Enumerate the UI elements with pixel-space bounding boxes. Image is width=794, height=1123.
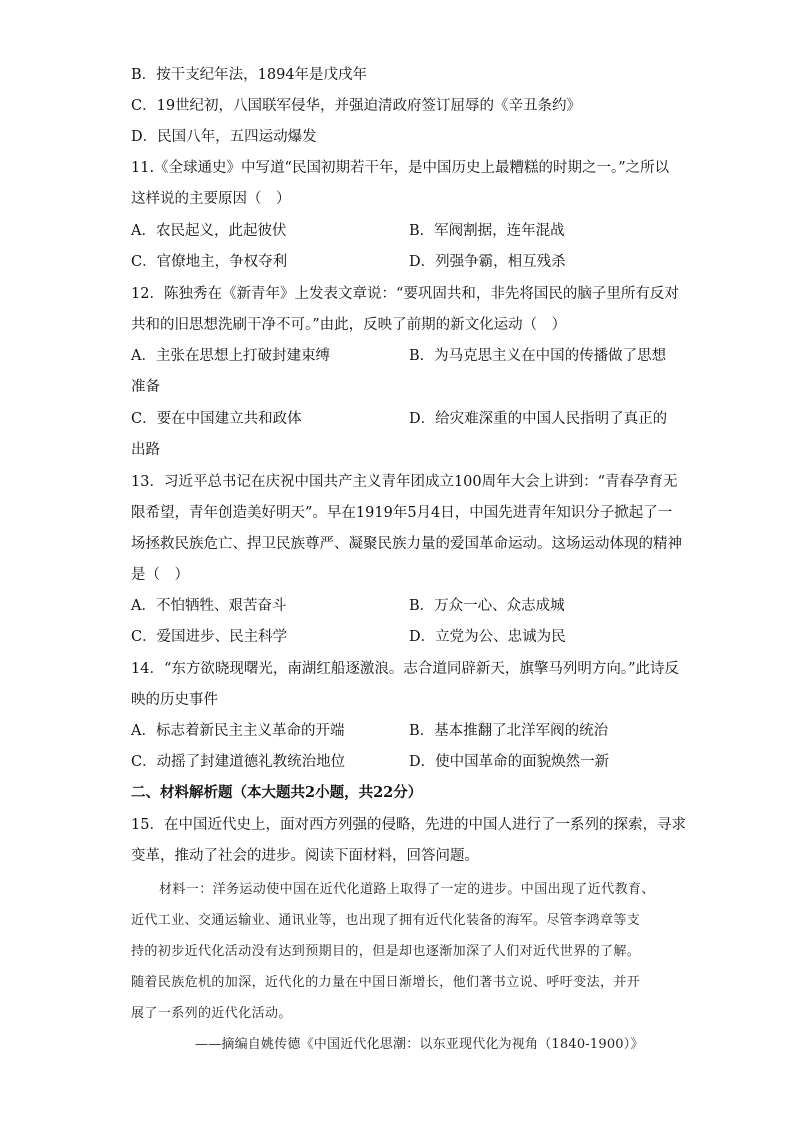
q10-option-b: B．按干支纪年法，1894年是戊戌年: [131, 67, 368, 83]
q13-option-c: C．爱国进步、民主科学: [131, 629, 288, 645]
q13-stem-line-2: 限希望，青年创造美好明天”。早在1919年5月4日，中国先进青年知识分子掀起了一: [131, 505, 673, 521]
q13-option-b: B．万众一心、众志成城: [409, 598, 565, 614]
q14-option-c: C．动摇了封建道德礼教统治地位: [131, 754, 346, 770]
q14-option-a: A．标志着新民主主义革命的开端: [131, 723, 345, 739]
q15-stem-line-1: 15．在中国近代史上，面对西方列强的侵略，先进的中国人进行了一系列的探索，寻求: [131, 817, 686, 833]
q12-stem-line-2: 共和的旧思想洗刷干净不可。”由此，反映了前期的新文化运动（ ）: [131, 317, 567, 333]
q11-option-d: D．列强争霸，相互残杀: [409, 254, 566, 270]
q11-option-a: A．农民起义，此起彼伏: [131, 223, 287, 239]
q10-option-d: D．民国八年，五四运动爆发: [131, 129, 317, 145]
q11-option-c: C．官僚地主，争权夺利: [131, 254, 288, 270]
q14-stem-line-1: 14．“东方欲晓现曙光，南湖红船逐激浪。志合道同辟新天，旗擎马列明方向。”此诗反: [131, 661, 680, 677]
material-line-3: 持的初步近代化活动没有达到预期目的，但是却也逐渐加深了人们对近代世界的了解。: [131, 944, 641, 959]
material-line-1: 材料一：洋务运动使中国在近代化道路上取得了一定的进步。中国出现了近代教育、: [159, 882, 655, 897]
q11-stem-line-1: 11.《全球通史》中写道“民国初期若干年，是中国历史上最糟糕的时期之一。”之所以: [131, 160, 670, 176]
q12-option-b-continued: 准备: [131, 379, 160, 395]
q12-option-b: B．为马克思主义在中国的传播做了思想: [409, 348, 667, 364]
material-line-2: 近代工业、交通运输业、通讯业等，也出现了拥有近代化装备的海军。尽管李鸿章等支: [131, 913, 641, 928]
material-line-5: 展了一系列的近代化活动。: [131, 1006, 292, 1021]
q12-stem-line-1: 12．陈独秀在《新青年》上发表文章说：“要巩固共和，非先将国民的脑子里所有反对: [131, 286, 679, 302]
material-source: ——摘编自姚传德《中国近代化思潮：以东亚现代化为视角（1840-1900）》: [195, 1037, 644, 1052]
q13-stem-line-1: 13．习近平总书记在庆祝中国共产主义青年团成立100周年大会上讲到：“青春孕育无: [131, 474, 678, 490]
q13-option-d: D．立党为公、忠诚为民: [409, 629, 566, 645]
material-line-4: 随着民族危机的加深，近代化的力量在中国日渐增长，他们著书立说、呼吁变法，并开: [131, 975, 641, 990]
q14-option-b: B．基本推翻了北洋军阀的统治: [409, 723, 609, 739]
q13-stem-line-3: 场拯救民族危亡、捍卫民族尊严、凝聚民族力量的爱国革命运动。这场运动体现的精神: [131, 536, 682, 552]
q13-stem-line-4: 是（ ）: [131, 567, 189, 583]
q11-option-b: B．军阀割据，连年混战: [409, 223, 565, 239]
q12-option-d-continued: 出路: [131, 442, 160, 458]
q10-option-c: C．19世纪初，八国联军侵华，并强迫清政府签订屈辱的《辛丑条约》: [131, 98, 582, 114]
q15-stem-line-2: 变革，推动了社会的进步。阅读下面材料，回答问题。: [131, 848, 479, 864]
q14-option-d: D．使中国革命的面貌焕然一新: [409, 754, 610, 770]
q12-option-c: C．要在中国建立共和政体: [131, 411, 302, 427]
q11-stem-line-2: 这样说的主要原因（ ）: [131, 191, 291, 207]
q12-option-a: A．主张在思想上打破封建束缚: [131, 348, 330, 364]
q14-stem-line-2: 映的历史事件: [131, 692, 218, 708]
q13-option-a: A．不怕牺牲、艰苦奋斗: [131, 598, 287, 614]
q12-option-d: D．给灾难深重的中国人民指明了真正的: [409, 411, 668, 427]
section-heading: 二、材料解析题（本大题共2小题，共22分）: [131, 784, 423, 801]
